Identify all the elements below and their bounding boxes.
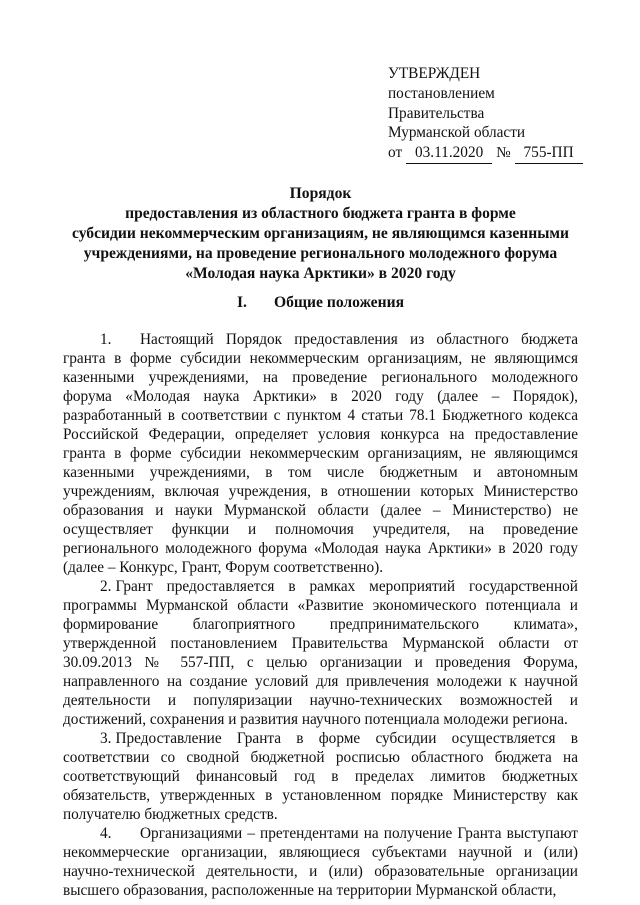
approval-line-2: постановлением Правительства <box>388 84 495 122</box>
body-text <box>63 330 578 900</box>
paragraph-3-number: 3. <box>100 729 112 747</box>
title-line-2: предоставления из областного бюджета гранта в форме <box>125 204 516 222</box>
section-heading-label: Общие положения <box>273 293 405 311</box>
approval-number-sign: № <box>496 144 511 162</box>
paragraph-4 <box>63 824 578 900</box>
approval-block <box>388 64 578 164</box>
paragraph-1-text: Настоящий Порядок предоставления из областного бюджета гранта в форме субсидии некоммерческим организациям, не являющимся казенными учреждениями, на проведение регионального молодежного форума «Молодая наука Арктики» в 2020 году (далее – Порядок), разработанный в соответствии с пунктом 4 статьи 78.1 Бюджетного кодекса Российской Федерации, определяет условия конкурса на предоставление гранта в форме субсидии некоммерческим организациям, не являющимся казенными учреждениями, в том числе бюджетным и автономным учреждениям, включая учреждения, в отношении которых Министерство образования и науки Мурманской области (далее – Министерство) не осуществляет функции и полномочия учредителя, на проведение регионального молодежного форума «Молодая наука Арктики» в 2020 году (далее – Конкурс, Грант, Форум соответственно). <box>63 330 578 576</box>
title-line-3: субсидии некоммерческим организациям, не являющимся казенными <box>72 224 569 242</box>
paragraph-3-text: Предоставление Гранта в форме субсидии осуществляется в соответствии со сводной бюджетной росписью областного бюджета на соответствующий финансовый год в пределах лимитов бюджетных обязательств, утвержденных в установленном порядке Министерству как получателю бюджетных средств. <box>63 729 578 823</box>
title-line-1: Порядок <box>289 184 352 202</box>
title-line-4: учреждениями, на проведение регионального молодежного форума <box>83 244 558 262</box>
paragraph-2-text: Грант предоставляется в рамках мероприятий государственной программы Мурманской области «Развитие экономического потенциала и формирование благоприятного предпринимательского климата», утвержденной постановлением Правительства Мурманской области от 30.09.2013 № 557-ПП, с целью организации и проведения Форума, направленного на создание условий для привлечения молодежи к научной деятельности и популяризации научно-технических возможностей и достижений, сохранения и развития научного потенциала молодежи региона. <box>63 577 578 728</box>
approval-line-3: Мурманской области <box>388 124 526 142</box>
paragraph-2 <box>63 577 578 729</box>
paragraph-2-number: 2. <box>100 577 112 595</box>
paragraph-1 <box>63 330 578 577</box>
paragraph-4-number: 4. <box>100 824 112 842</box>
approval-date-prefix: от <box>388 144 403 162</box>
approval-line-1: УТВЕРЖДЕН <box>388 65 481 82</box>
approval-date: 03.11.2020 <box>406 143 492 164</box>
approval-number: 755-ПП <box>515 143 583 164</box>
title-line-5: «Молодая наука Арктики» в 2020 году <box>185 264 456 282</box>
approval-reference <box>388 143 578 164</box>
paragraph-4-text: Организациями – претендентами на получение Гранта выступают некоммерческие организации, являющиеся субъектами научной и (или) научно-технической деятельности, и (или) образовательные организации высшего образования, расположенные на территории Мурманской области, <box>63 824 578 899</box>
paragraph-1-number: 1. <box>100 330 112 348</box>
document-title <box>63 184 578 284</box>
section-heading <box>63 293 578 313</box>
section-numeral: I. <box>236 293 247 311</box>
paragraph-3 <box>63 729 578 824</box>
